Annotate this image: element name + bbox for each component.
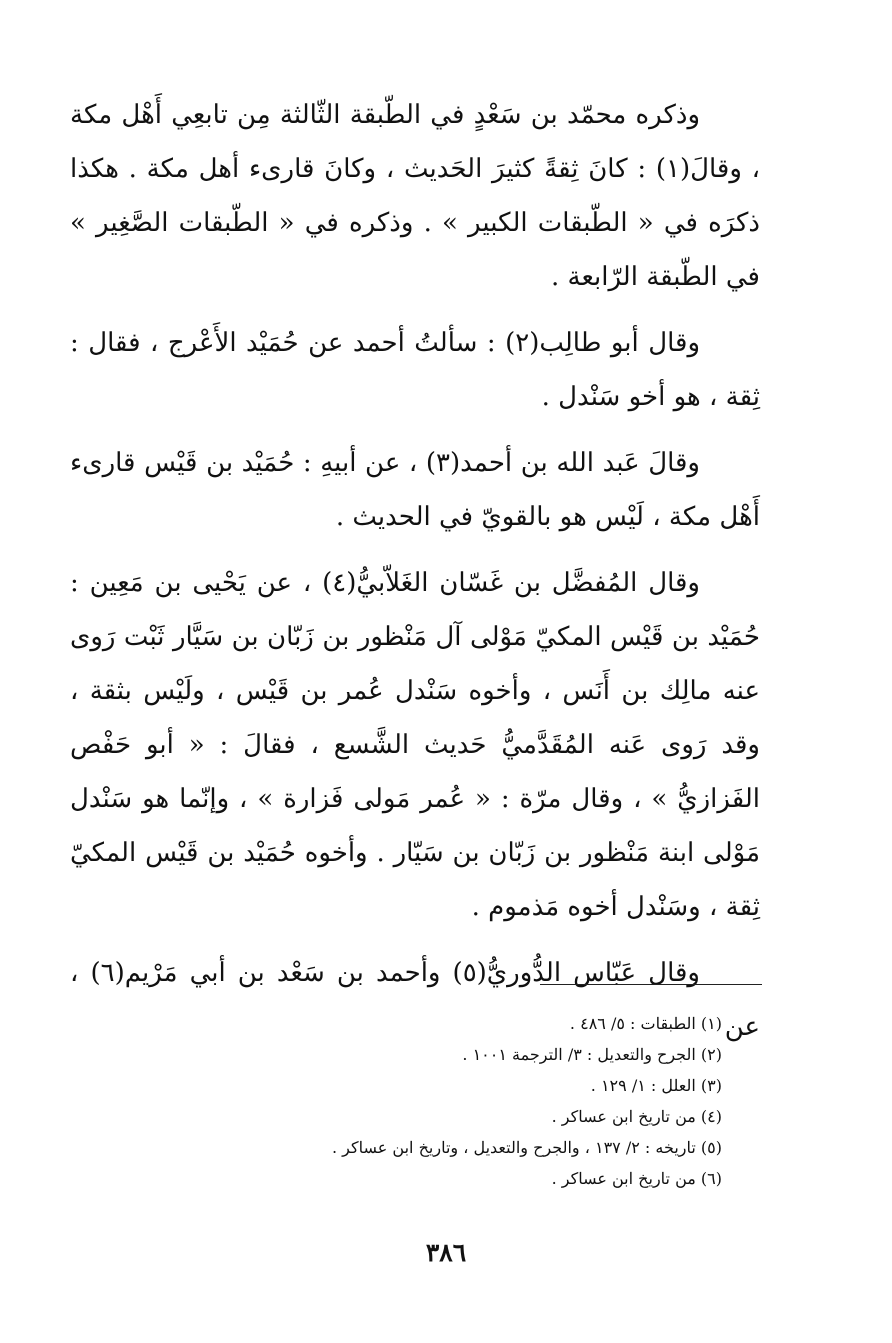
paragraph-mufaddal: وقال المُفضَّل بن غَسّان الغَلاّبيُّ(٤) ، عن يَحْيى بن مَعِين : حُمَيْد بن قَيْس المكيّ مَوْلى آل مَنْظور بن زَبّان بن سَيَّار ثَبْت رَوى عنه مالِك بن أَنَس ، وأخوه سَنْدل عُمر بن قَيْس ، ولَيْس بثقة ، وقد رَوى عَنه المُقَدَّميُّ حَديث الشَّسع ، فقالَ : « أبو حَفْص الفَزازيُّ » ، وقال مرّة : « عُمر مَولى فَزارة » ، وإنّما هو سَنْدل مَوْلى ابنة مَنْظور بن زَبّان بن سَيّار . وأخوه حُمَيْد بن قَيْس المكيّ ثِقة ، وسَنْدل أخوه مَذموم . [70,568,760,922]
page-number: ٣٨٦ [425,1238,467,1267]
paragraph-abu-talib: وقال أبو طالِب(٢) : سألتُ أحمد عن حُمَيْد الأَعْرج ، فقال : ثِقة ، هو أخو سَنْدل . [70,328,760,412]
main-text [70,88,760,1054]
footnote-1: (١) الطبقات : ٥/ ٤٨٦ . [569,1014,722,1033]
paragraph-abbas-duri: وقال عَبّاس الدُّوريُّ(٥) وأحمد بن سَعْد بن أبي مَرْيم(٦) ، عن [70,958,760,1042]
footnote-5: (٥) تاريخه : ٢/ ١٣٧ ، والجرح والتعديل ، وتاريخ ابن عساكر . [332,1138,722,1157]
footnote-separator [540,984,762,985]
footnote-2: (٢) الجرح والتعديل : ٣/ الترجمة ١٠٠١ . [462,1045,722,1064]
footnote-3: (٣) العلل : ١/ ١٢٩ . [590,1076,722,1095]
paragraph-ibn-sad: وذكره محمّد بن سَعْدٍ في الطّبقة الثّالثة مِن تابعِي أَهْل مكة ، وقالَ(١) : كانَ ثِقةً كثيرَ الحَديث ، وكانَ قارىء أهل مكة . هكذا ذكرَه في « الطّبقات الكبير » . وذكره في « الطّبقات الصَّغِير » في الطّبقة الرّابعة . [70,100,760,292]
footnotes [162,1008,722,1194]
footnote-6: (٦) من تاريخ ابن عساكر . [551,1169,722,1188]
paragraph-abdullah-ibn-ahmad: وقالَ عَبد الله بن أحمد(٣) ، عن أبيهِ : حُمَيْد بن قَيْس قارىء أَهْل مكة ، لَيْس هو بالقويّ في الحديث . [70,448,760,532]
footnote-4: (٤) من تاريخ ابن عساكر . [551,1107,722,1126]
